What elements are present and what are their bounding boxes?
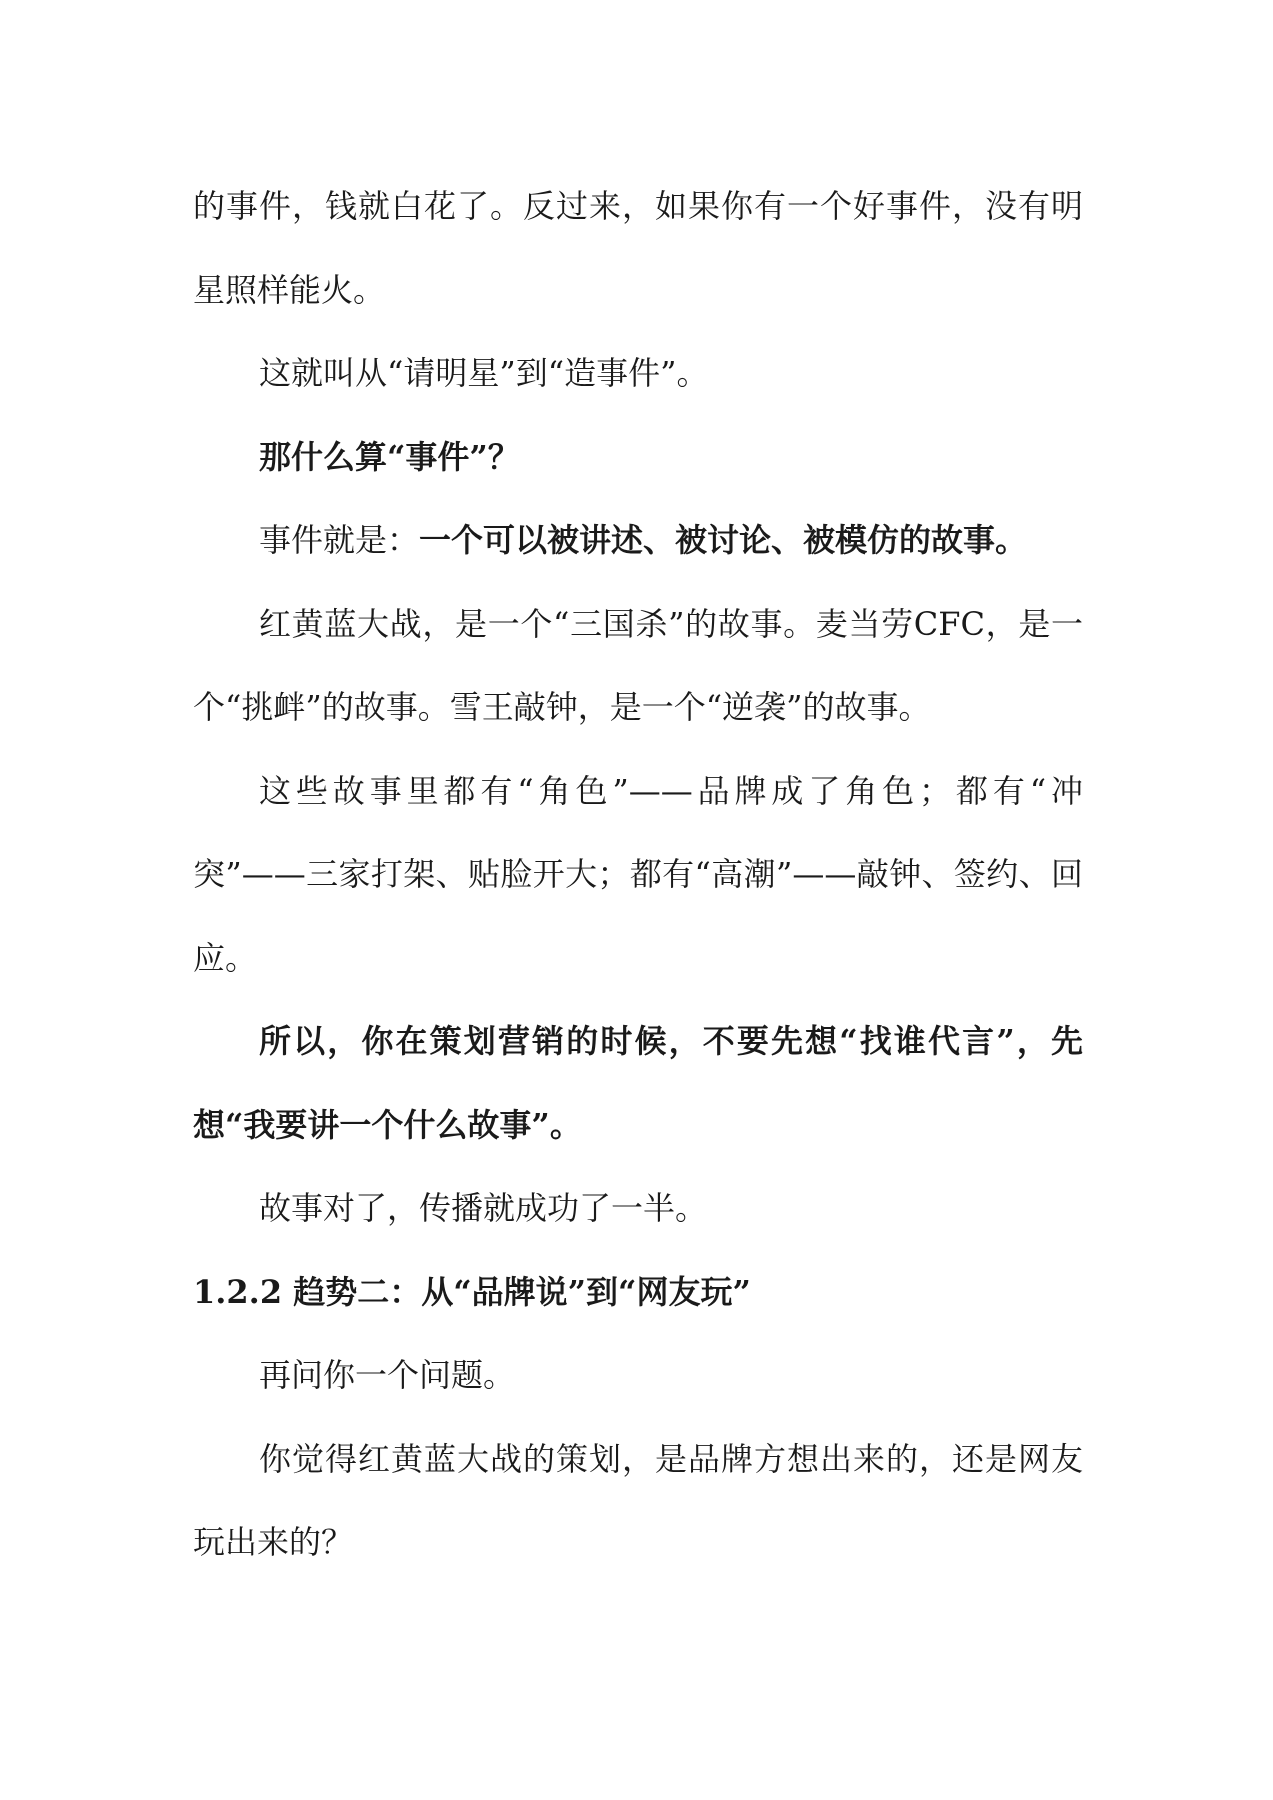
definition-emphasis: 一个可以被讲述、被讨论、被模仿的故事。 [419, 521, 1028, 559]
paragraph-story-elements: 这些故事里都有“角色”——品牌成了角色；都有“冲突”——三家打架、贴脸开大；都有“高潮”——敲钟、签约、回应。 [193, 771, 1083, 977]
document-body [193, 165, 1083, 1585]
paragraph-event-definition [193, 499, 1083, 583]
paragraph-star-to-event: 这就叫从“请明星”到“造事件”。 [259, 354, 709, 392]
paragraph-examples: 红黄蓝大战，是一个“三国杀”的故事。麦当劳CFC，是一个“挑衅”的故事。雪王敲钟，是一个“逆袭”的故事。 [193, 604, 1083, 726]
paragraph-what-is-event: 那什么算“事件”？ [259, 437, 520, 476]
definition-lead: 事件就是： [259, 521, 420, 559]
section-heading: 1.2.2 趋势二：从“品牌说”到“网友玩” [193, 1272, 751, 1311]
paragraph-another-question: 再问你一个问题。 [259, 1356, 516, 1394]
paragraph-planning-advice: 所以，你在策划营销的时候，不要先想“找谁代言”，先想“我要讲一个什么故事”。 [193, 1022, 1083, 1144]
paragraph-continuation: 的事件，钱就白花了。反过来，如果你有一个好事件，没有明星照样能火。 [193, 187, 1083, 309]
paragraph-question-planning: 你觉得红黄蓝大战的策划，是品牌方想出来的，还是网友玩出来的？ [193, 1439, 1083, 1561]
paragraph-story-success: 故事对了，传播就成功了一半。 [259, 1189, 708, 1227]
